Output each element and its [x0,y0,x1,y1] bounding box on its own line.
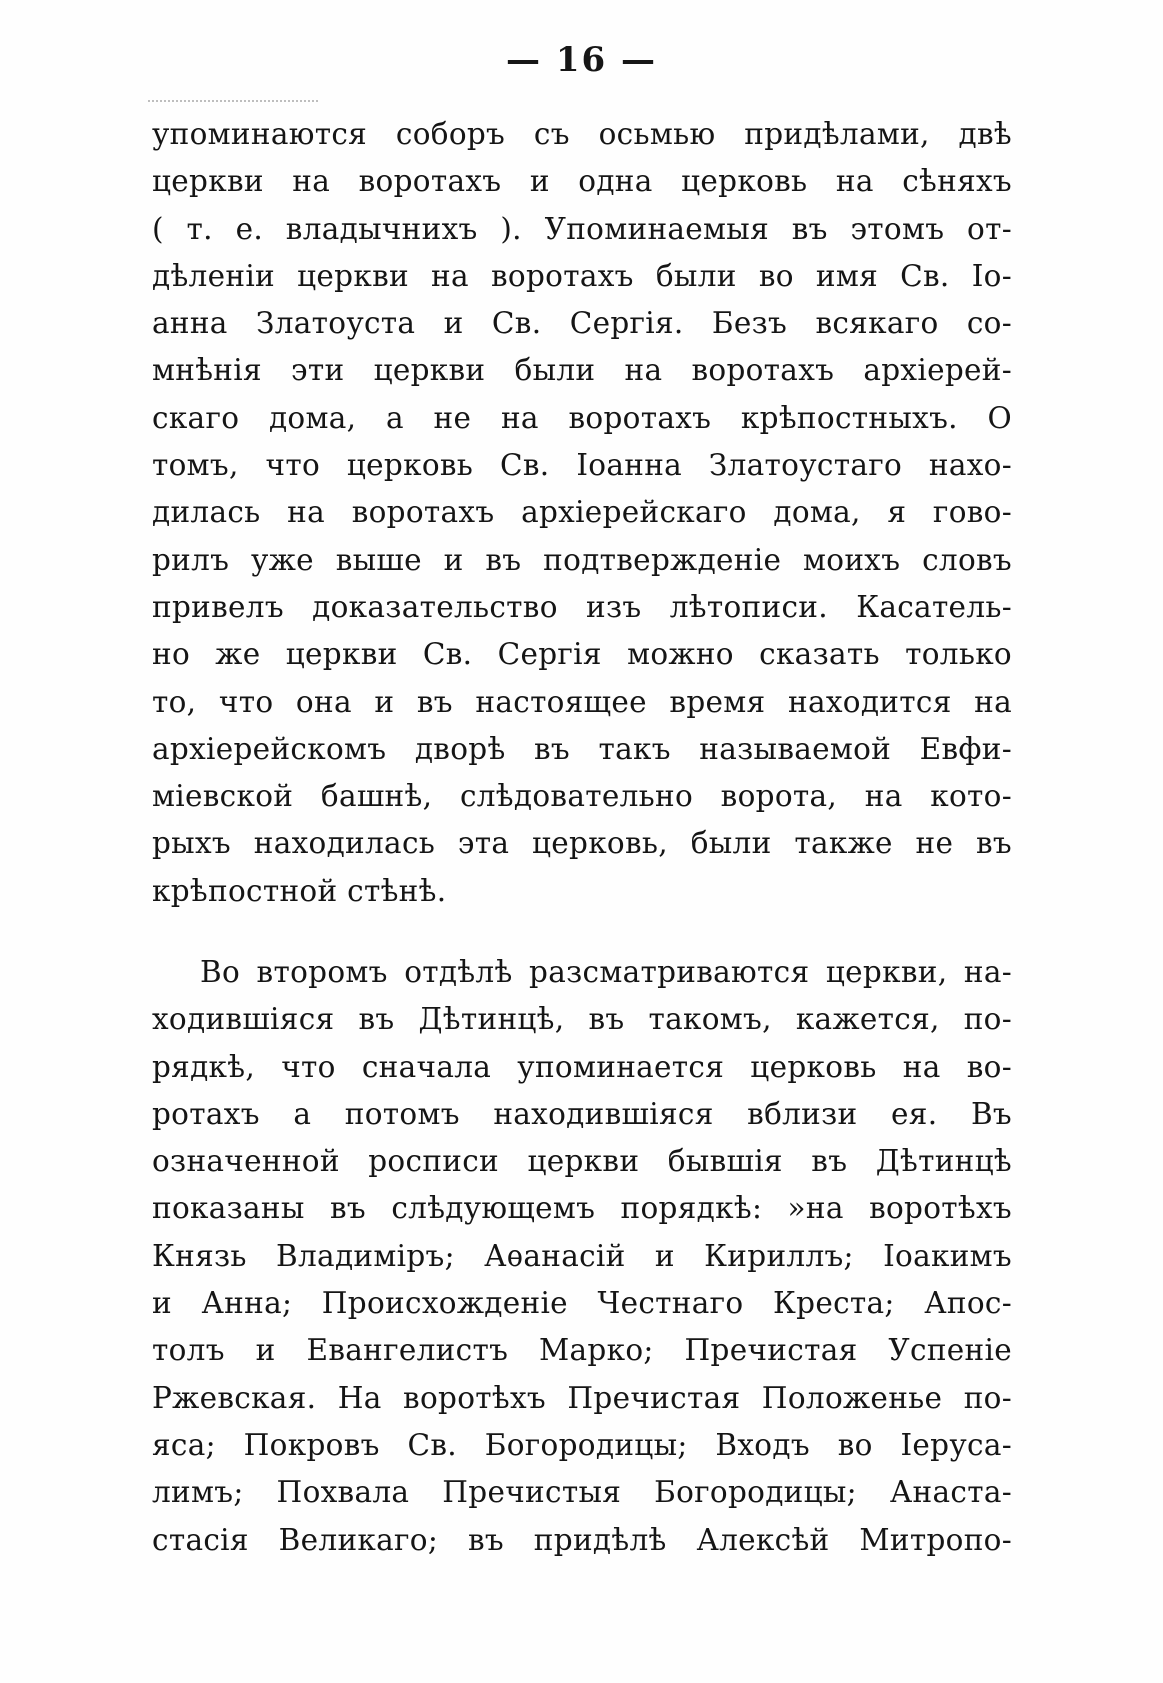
text-line: стасія Великаго; въ придѣлѣ Алексѣй Митропо- [152,1522,1012,1557]
text-line: рыхъ находилась эта церковь, были также не въ [152,826,1012,861]
text-line: лимъ; Похвала Пречистыя Богородицы; Анаста- [152,1475,1012,1510]
page-number: — 16 — [506,40,657,80]
text-line: показаны въ слѣдующемъ порядкѣ: »на воротѣхъ [152,1191,1012,1226]
text-line: рядкѣ, что сначала упоминается церковь на во- [152,1049,1012,1084]
paragraph-1 [152,111,1012,915]
text-line: упоминаются соборъ съ осьмью придѣлами, двѣ [152,117,1012,151]
text-line: крѣпостной стѣнѣ. [152,873,447,908]
paragraph-2 [152,949,1012,1564]
text-line: рилъ уже выше и въ подтвержденіе моихъ словъ [152,542,1012,577]
text-line: Во второмъ отдѣлѣ разсматриваются церкви, на- [200,955,1012,989]
text-line: дѣленіи церкви на воротахъ были во имя Св. Іо- [152,258,1012,293]
text-line: привелъ доказательство изъ лѣтописи. Касатель- [152,589,1012,624]
text-line: яса; Покровъ Св. Богородицы; Входъ во Іерусa- [152,1427,1012,1462]
text-line: ( т. е. владычнихъ ). Упоминаемыя въ этомъ от- [152,211,1012,246]
text-line: анна Златоуста и Св. Сергія. Безъ всякаго со- [152,306,1012,341]
text-line: и Анна; Происхожденіе Честнаго Креста; Апос- [152,1286,1012,1321]
text-line: то, что она и въ настоящее время находится на [152,684,1012,719]
text-line: означенной росписи церкви бывшія въ Дѣтинцѣ [152,1144,1012,1179]
text-line: скаго дома, а не на воротахъ крѣпостныхъ. О [152,400,1012,435]
text-line: церкви на воротахъ и одна церковь на сѣняхъ [152,164,1012,199]
text-line: ходившіяся въ Дѣтинцѣ, въ такомъ, кажется, по- [152,1002,1012,1037]
text-line: Князь Владиміръ; Аѳанасій и Кириллъ; Іоакимъ [152,1238,1012,1273]
text-line: мнѣнія эти церкви были на воротахъ архіерей- [152,353,1012,388]
text-line: міевской башнѣ, слѣдовательно ворота, на кото- [152,779,1012,814]
text-line: дилась на воротахъ архіерейскаго дома, я гово- [152,495,1012,530]
text-line: томъ, что церковь Св. Іоанна Златоустаго нахо- [152,448,1012,483]
text-line: толъ и Евангелистъ Марко; Пречистая Успеніе [152,1333,1012,1368]
text-line: ротахъ а потомъ находившіяся вблизи ея. Въ [152,1096,1012,1131]
text-line: Ржевская. На воротѣхъ Пречистая Положенье по- [152,1380,1012,1415]
text-line: но же церкви Св. Сергія можно сказать только [152,637,1012,672]
text-line: архіерейскомъ дворѣ въ такъ называемой Евфи- [152,731,1012,766]
